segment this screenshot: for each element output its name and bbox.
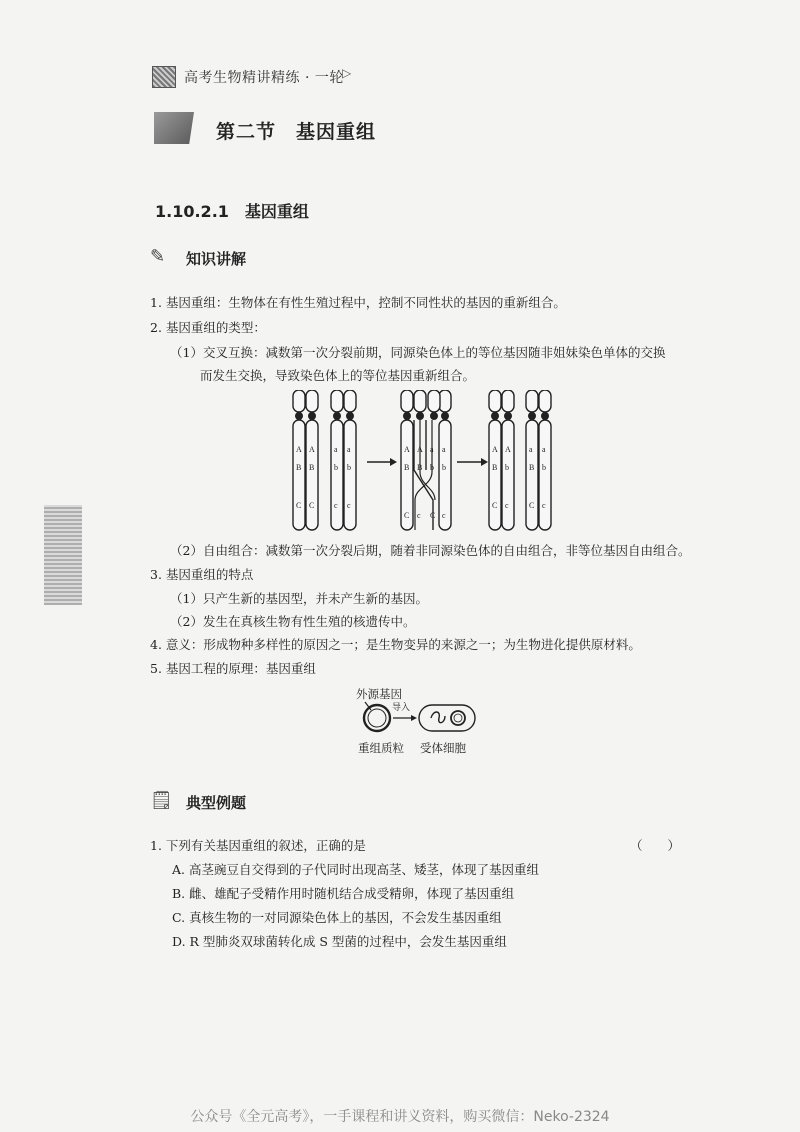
triangle-icon: ▷ — [342, 66, 352, 80]
gene-label: c — [347, 501, 351, 510]
section-badge-icon — [154, 112, 194, 144]
gene-label: c — [505, 501, 509, 510]
gene-label: b — [505, 463, 509, 472]
examples-heading: 典型例题 — [186, 794, 247, 812]
gene-label: B — [492, 463, 498, 472]
gene-label: c — [334, 501, 338, 510]
knowledge-item-2-1a: （1）交叉互换：减数第一次分裂前期，同源染色体上的等位基因随非姐妹染色单体的交换 — [170, 345, 666, 360]
arrow-icon — [457, 458, 488, 466]
gene-label: C — [404, 511, 410, 520]
arrow-icon — [367, 458, 397, 466]
book-title: 高考生物精讲精练 · 一轮 — [184, 70, 344, 86]
plasmid-label: 重组质粒 — [358, 741, 404, 755]
gene-label: a — [334, 445, 338, 454]
gene-label: A — [404, 445, 410, 454]
side-tab-marker — [44, 505, 82, 605]
knowledge-item-4: 4. 意义：形成物种多样性的原因之一；是生物变异的来源之一；为生物进化提供原材料。 — [150, 637, 641, 652]
gene-label: a — [442, 445, 446, 454]
book-logo-icon — [152, 66, 176, 88]
gene-label: b — [334, 463, 338, 472]
knowledge-item-1: 1. 基因重组：生物体在有性生殖过程中，控制不同性状的基因的重新组合。 — [150, 295, 566, 310]
knowledge-item-5: 5. 基因工程的原理：基因重组 — [150, 661, 316, 676]
gene-label: C — [529, 501, 535, 510]
gene-label: c — [417, 511, 421, 520]
gene-label: C — [309, 501, 315, 510]
gene-label: B — [529, 463, 535, 472]
gene-label: B — [309, 463, 315, 472]
gene-label: A — [492, 445, 498, 454]
gene-label: b — [347, 463, 351, 472]
foreign-gene-label: 外源基因 — [356, 687, 402, 701]
gene-label: b — [442, 463, 446, 472]
gene-label: c — [542, 501, 546, 510]
knowledge-item-2: 2. 基因重组的类型： — [150, 320, 266, 335]
import-label: 导入 — [392, 703, 411, 713]
gene-label: a — [347, 445, 351, 454]
option-a: A. 高茎豌豆自交得到的子代同时出现高茎、矮茎，体现了基因重组 — [172, 862, 539, 877]
gene-label: B — [296, 463, 302, 472]
gene-label: b — [430, 463, 434, 472]
gene-label: C — [492, 501, 498, 510]
gene-label: A — [505, 445, 511, 454]
pencil-icon: ✎ — [150, 246, 166, 267]
knowledge-item-2-1b: 而发生交换，导致染色体上的等位基因重新组合。 — [200, 368, 476, 383]
gene-label: A — [309, 445, 315, 454]
genetic-engineering-diagram — [355, 700, 480, 736]
option-c: C. 真核生物的一对同源染色体上的基因，不会发生基因重组 — [172, 910, 502, 925]
footer-text: 公众号《全元高考》，一手课程和讲义资料，购买微信：Neko-2324 — [190, 1109, 610, 1125]
gene-label: A — [296, 445, 302, 454]
gene-label: a — [529, 445, 533, 454]
subsection-title: 1.10.2.1 基因重组 — [155, 202, 309, 221]
knowledge-item-3-1: （1）只产生新的基因型，并未产生新的基因。 — [170, 591, 428, 606]
gene-label: B — [417, 463, 423, 472]
knowledge-item-3-2: （2）发生在真核生物有性生殖的核遗传中。 — [170, 614, 416, 629]
knowledge-item-2-2: （2）自由组合：减数第一次分裂后期，随着非同源染色体的自由组合，非等位基因自由组合。 — [170, 543, 691, 558]
section-title: 第二节 基因重组 — [216, 121, 377, 143]
option-d: D. R 型肺炎双球菌转化成 S 型菌的过程中，会发生基因重组 — [172, 934, 507, 949]
crossing-over-diagram — [285, 390, 565, 535]
answer-bracket: （ ） — [630, 838, 681, 853]
gene-label: b — [542, 463, 546, 472]
gene-label: a — [430, 445, 434, 454]
gene-label: B — [404, 463, 410, 472]
gene-label: c — [442, 511, 446, 520]
question-1: 1. 下列有关基因重组的叙述，正确的是 — [150, 838, 366, 853]
option-b: B. 雌、雄配子受精作用时随机结合成受精卵，体现了基因重组 — [172, 886, 515, 901]
gene-label: C — [296, 501, 302, 510]
cell-label: 受体细胞 — [420, 741, 466, 755]
gene-label: a — [542, 445, 546, 454]
chromosome-group-middle — [401, 390, 451, 530]
knowledge-heading: 知识讲解 — [186, 250, 247, 268]
gene-label: C — [430, 511, 436, 520]
document-icon: 🗒 — [150, 790, 173, 811]
knowledge-item-3: 3. 基因重组的特点 — [150, 567, 254, 582]
gene-label: A — [417, 445, 423, 454]
